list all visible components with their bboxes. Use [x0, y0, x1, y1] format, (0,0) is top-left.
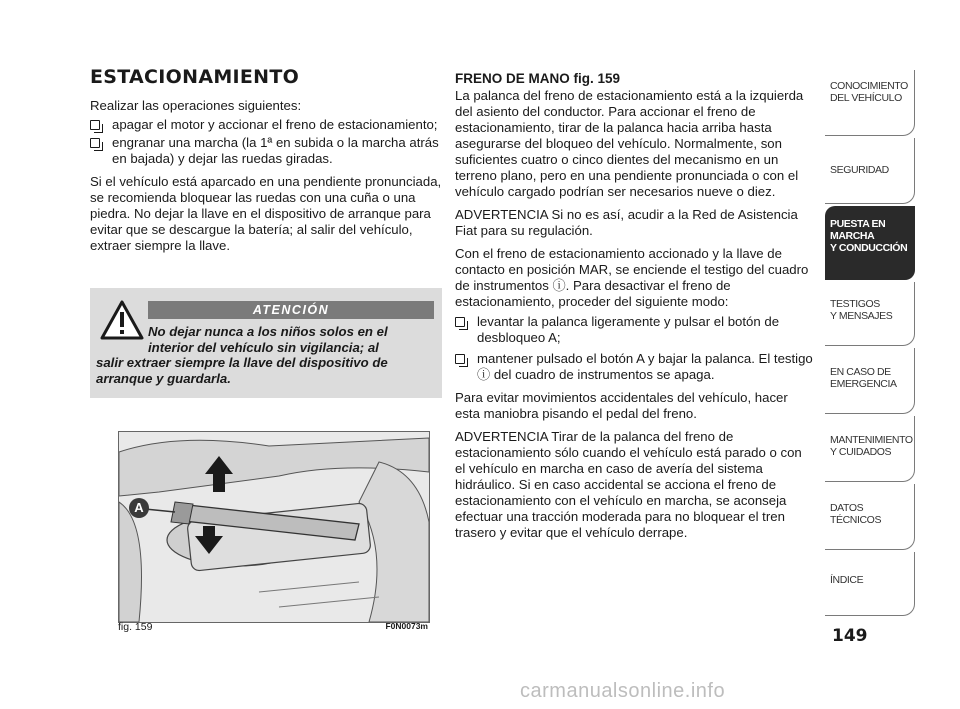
- warning-header: ATENCIÓN: [148, 301, 434, 319]
- figure-caption: fig. 159: [118, 621, 153, 633]
- body-paragraph: Si el vehículo está aparcado en una pendiente pronunciada, se recomienda bloquear las ruedas con una cuña o una piedra. No dejar la llave en el dispositivo de arranque para evitar que se descargue la batería; al salir del vehículo, extraer siempre la llave.: [90, 174, 442, 253]
- intro-text: Realizar las operaciones siguientes:: [90, 98, 302, 113]
- tab-testigos[interactable]: TESTIGOS Y MENSAJES: [825, 282, 915, 346]
- tab-puesta-en-marcha[interactable]: PUESTA EN MARCHA Y CONDUCCIÓN: [825, 206, 915, 280]
- checkbox-bullet-icon: [455, 354, 465, 364]
- tab-datos-tecnicos[interactable]: DATOS TÉCNICOS: [825, 484, 915, 550]
- page-number: 149: [832, 626, 868, 646]
- section-title: ESTACIONAMIENTO: [90, 66, 300, 88]
- body-paragraph: Para evitar movimientos accidentales del vehículo, hacer esta maniobra pisando el pedal del freno.: [455, 390, 788, 421]
- warning-box: [90, 288, 442, 398]
- checkbox-bullet-icon: [90, 120, 100, 130]
- body-paragraph: La palanca del freno de estacionamiento está a la izquierda del asiento del conductor. Para accionar el freno de estacionamiento, tirar de la palanca hacia arriba hasta asegurarse del bloqueo del vehículo. Normalmente, son suficientes cuatro o cinco dientes del mecanismo en un terreno plano, pero en una pendiente pronunciada o con el vehículo cargado podrían ser necesarios nueve o diez.: [455, 88, 804, 199]
- tab-indice[interactable]: ÍNDICE: [825, 552, 915, 616]
- figure-caption-row: [118, 621, 430, 635]
- checkbox-bullet-icon: [90, 138, 100, 148]
- figure-code: F0N0073m: [385, 621, 428, 631]
- body-paragraph: Con el freno de estacionamiento accionado y la llave de contacto en posición MAR, se enciende el testigo del cuadro de instrumentos ⓘ. Para desactivar el freno de estacionamiento, proceder del siguiente modo:: [455, 246, 809, 309]
- subsection-title: FRENO DE MANO fig. 159: [455, 71, 621, 86]
- tab-mantenimiento[interactable]: MANTENIMIENTO Y CUIDADOS: [825, 416, 915, 482]
- body-paragraph: ADVERTENCIA Si no es así, acudir a la Red de Asistencia Fiat para su regulación.: [455, 207, 798, 238]
- watermark: carmanualsonline.info: [520, 680, 726, 702]
- tab-conocimiento[interactable]: CONOCIMIENTO DEL VEHÍCULO: [825, 70, 915, 136]
- handbrake-figure: [118, 431, 430, 623]
- tab-seguridad[interactable]: SEGURIDAD: [825, 138, 915, 204]
- list-item: apagar el motor y accionar el freno de estacionamiento;: [90, 117, 442, 133]
- tab-emergencia[interactable]: EN CASO DE EMERGENCIA: [825, 348, 915, 414]
- handbrake-illustration: [119, 432, 429, 622]
- list-item: engranar una marcha (la 1ª en subida o la marcha atrás en bajada) y dejar las ruedas giradas.: [90, 135, 442, 167]
- right-column: [455, 66, 815, 548]
- left-column: [90, 66, 442, 261]
- list-item: mantener pulsado el botón A y bajar la palanca. El testigo ⓘ del cuadro de instrumentos se apaga.: [455, 351, 815, 383]
- list-item: levantar la palanca ligeramente y pulsar el botón de desbloqueo A;: [455, 314, 815, 346]
- warning-text: No dejar nunca a los niños solos en el interior del vehículo sin vigilancia; al salir extraer siempre la llave del dispositivo de arranque y guardarla.: [96, 324, 388, 386]
- callout-label-a: A: [129, 498, 149, 518]
- checkbox-bullet-icon: [455, 317, 465, 327]
- body-paragraph: ADVERTENCIA Tirar de la palanca del freno de estacionamiento sólo cuando el vehículo está parado o con el vehículo en marcha en caso de avería del sistema hidráulico. Si en caso accidental se acciona el freno de estacionamiento con el vehículo en marcha, se aconseja efectuar una tracción moderada para no bloquear el tren trasero y evitar que el vehículo derrape.: [455, 429, 802, 540]
